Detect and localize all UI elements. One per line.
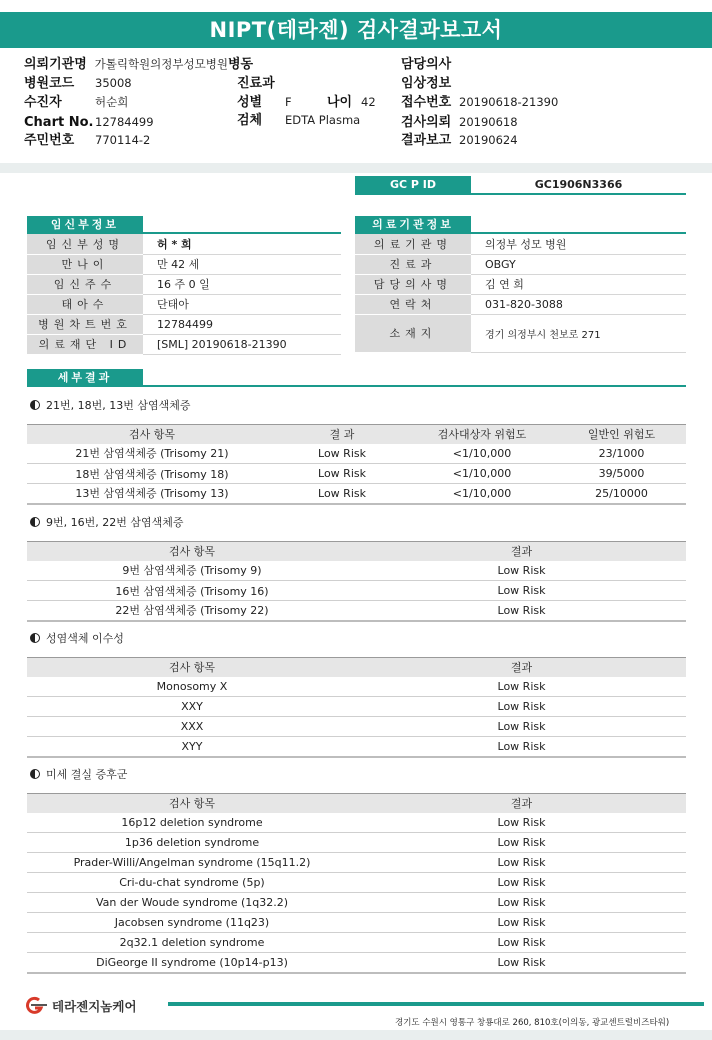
doctor-field: 담당의사 xyxy=(401,57,452,72)
table-cell: Monosomy X xyxy=(27,677,357,697)
table-cell: 16번 삼염색체증 (Trisomy 16) xyxy=(27,581,357,601)
table-cell: <1/10,000 xyxy=(407,444,557,464)
section1-table xyxy=(27,424,686,505)
pregnant-info-tab: 임신부정보 xyxy=(27,216,143,234)
table-cell: Jacobsen syndrome (11q23) xyxy=(27,913,357,933)
column-header: 결과 xyxy=(357,658,686,677)
logo-text: 테라젠지놈케어 xyxy=(52,999,137,1014)
pregnant-info-row xyxy=(27,254,341,274)
section2-table xyxy=(27,541,686,622)
logo-icon xyxy=(22,996,48,1014)
medical-info-label: 소재지 xyxy=(355,314,471,352)
medical-info-row xyxy=(355,254,686,274)
table-cell: Low Risk xyxy=(357,873,686,893)
section4-heading: 미세 결실 증후군 xyxy=(30,767,127,783)
table-cell: 13번 삼염색체증 (Trisomy 13) xyxy=(27,484,277,504)
age-field: 나이 42 xyxy=(327,95,376,110)
section1-heading: 21번, 18번, 13번 삼염색체증 xyxy=(30,398,190,414)
pregnant-info-label: 병원차트번호 xyxy=(27,314,143,334)
table-cell: Low Risk xyxy=(357,601,686,621)
medical-info-row xyxy=(355,294,686,314)
table-cell: Low Risk xyxy=(357,813,686,833)
receipt-no-field: 접수번호 20190618-21390 xyxy=(401,95,559,110)
column-header: 검사 항목 xyxy=(27,658,357,677)
report-date-field: 결과보고 20190624 xyxy=(401,133,518,148)
gcpid-label: GC P ID xyxy=(355,176,471,193)
table-row xyxy=(27,953,686,973)
table-cell: 1p36 deletion syndrome xyxy=(27,833,357,853)
table-row xyxy=(27,813,686,833)
table-cell: DiGeorge II syndrome (10p14-p13) xyxy=(27,953,357,973)
pregnant-info-row xyxy=(27,234,341,254)
pregnant-info-value: 16 주 0 일 xyxy=(143,274,341,294)
column-header: 결 과 xyxy=(277,425,407,444)
table-cell: 23/1000 xyxy=(557,444,686,464)
table-cell: Low Risk xyxy=(357,893,686,913)
table-cell: XYY xyxy=(27,737,357,757)
table-row xyxy=(27,893,686,913)
column-header: 검사대상자 위험도 xyxy=(407,425,557,444)
medical-info-label: 의료기관명 xyxy=(355,234,471,254)
pregnant-info-row xyxy=(27,294,341,314)
table-row xyxy=(27,601,686,621)
bottom-band xyxy=(0,1030,712,1040)
table-cell: Low Risk xyxy=(357,833,686,853)
table-header-row xyxy=(27,794,686,813)
pregnant-info-row xyxy=(27,334,341,354)
half-circle-icon xyxy=(30,769,40,779)
column-header: 검사 항목 xyxy=(27,794,357,813)
medical-info-label: 진료과 xyxy=(355,254,471,274)
table-cell: Low Risk xyxy=(357,561,686,581)
table-header-row xyxy=(27,658,686,677)
table-row xyxy=(27,737,686,757)
footer-line xyxy=(168,1002,704,1006)
pregnant-info-label: 임신부성명 xyxy=(27,234,143,254)
medical-info-value: OBGY xyxy=(471,254,686,274)
table-cell: 18번 삼염색체증 (Trisomy 18) xyxy=(27,464,277,484)
pregnant-info-value: 12784499 xyxy=(143,314,341,334)
table-row xyxy=(27,913,686,933)
column-header: 일반인 위험도 xyxy=(557,425,686,444)
table-row xyxy=(27,873,686,893)
sex-field: 성별 F xyxy=(237,95,292,110)
table-cell: Low Risk xyxy=(357,953,686,973)
details-tab: 세부결과 xyxy=(27,369,143,387)
section4-table xyxy=(27,793,686,974)
table-row xyxy=(27,853,686,873)
column-header: 검사 항목 xyxy=(27,542,357,561)
table-cell: 22번 삼염색체증 (Trisomy 22) xyxy=(27,601,357,621)
table-cell: Low Risk xyxy=(277,464,407,484)
table-cell: XXX xyxy=(27,717,357,737)
table-cell: Low Risk xyxy=(357,697,686,717)
table-row xyxy=(27,833,686,853)
column-header: 결과 xyxy=(357,794,686,813)
table-cell: 9번 삼염색체증 (Trisomy 9) xyxy=(27,561,357,581)
medical-info-tab: 의료기관정보 xyxy=(355,216,471,234)
section3-heading: 성염색체 이수성 xyxy=(30,631,124,647)
table-row xyxy=(27,677,686,697)
half-circle-icon xyxy=(30,517,40,527)
gcpid-bar xyxy=(355,176,686,195)
pregnant-info-label: 만나이 xyxy=(27,254,143,274)
hospital-code-field: 병원코드 35008 xyxy=(24,76,132,91)
table-cell: Low Risk xyxy=(357,677,686,697)
pregnant-info-label: 의료재단 ID xyxy=(27,334,143,354)
patient-field: 수진자 허순희 xyxy=(24,95,129,110)
table-cell: 2q32.1 deletion syndrome xyxy=(27,933,357,953)
table-cell: Low Risk xyxy=(357,853,686,873)
table-cell: Low Risk xyxy=(357,933,686,953)
table-row xyxy=(27,581,686,601)
table-cell: 16p12 deletion syndrome xyxy=(27,813,357,833)
table-row xyxy=(27,697,686,717)
pregnant-info-label: 태아수 xyxy=(27,294,143,314)
table-cell: XXY xyxy=(27,697,357,717)
pregnant-info-row xyxy=(27,274,341,294)
table-row xyxy=(27,444,686,464)
medical-info-row xyxy=(355,314,686,352)
column-header: 검사 항목 xyxy=(27,425,277,444)
report-title: NIPT(테라젠) 검사결과보고서 xyxy=(0,12,712,48)
pregnant-info-value: 단태아 xyxy=(143,294,341,314)
table-cell: 21번 삼염색체증 (Trisomy 21) xyxy=(27,444,277,464)
table-row xyxy=(27,561,686,581)
pregnant-info-value: [SML] 20190618-21390 xyxy=(143,334,341,354)
gcpid-value: GC1906N3366 xyxy=(534,178,623,191)
table-cell: Cri-du-chat syndrome (5p) xyxy=(27,873,357,893)
medical-info-value: 경기 의정부시 천보로 271 xyxy=(471,314,686,352)
section2-heading: 9번, 16번, 22번 삼염색체증 xyxy=(30,515,183,531)
table-row xyxy=(27,933,686,953)
table-row xyxy=(27,717,686,737)
table-cell: Low Risk xyxy=(277,484,407,504)
table-cell: <1/10,000 xyxy=(407,464,557,484)
column-header: 결과 xyxy=(357,542,686,561)
pregnant-info-label: 임신주수 xyxy=(27,274,143,294)
resident-no-field: 주민번호 770114-2 xyxy=(24,133,151,148)
pregnant-info-row xyxy=(27,314,341,334)
footer-address: 경기도 수원시 영통구 창룡대로 260, 810호(이의동, 광교센트럴비즈타워) xyxy=(395,1018,670,1028)
table-cell: Low Risk xyxy=(357,581,686,601)
report-header xyxy=(0,48,712,166)
pregnant-info-value: 허 * 희 xyxy=(143,234,341,254)
institution-field: 의뢰기관명 가톨릭학원의정부성모병원병동 xyxy=(24,57,254,72)
pregnant-info-table xyxy=(27,234,341,355)
details-line xyxy=(27,385,686,387)
table-cell: Low Risk xyxy=(357,913,686,933)
table-cell: <1/10,000 xyxy=(407,484,557,504)
clinical-info-field: 임상정보 xyxy=(401,76,452,91)
table-row xyxy=(27,484,686,504)
medical-info-table xyxy=(355,234,686,353)
section3-table xyxy=(27,657,686,758)
pregnant-info-value: 만 42 세 xyxy=(143,254,341,274)
table-header-row xyxy=(27,542,686,561)
table-cell: Prader-Willi/Angelman syndrome (15q11.2) xyxy=(27,853,357,873)
medical-info-value: 031-820-3088 xyxy=(471,294,686,314)
half-circle-icon xyxy=(30,633,40,643)
table-cell: 39/5000 xyxy=(557,464,686,484)
medical-info-row xyxy=(355,234,686,254)
table-header-row xyxy=(27,425,686,444)
medical-info-value: 의정부 성모 병원 xyxy=(471,234,686,254)
table-cell: Low Risk xyxy=(357,737,686,757)
header-separator xyxy=(0,163,712,173)
table-row xyxy=(27,464,686,484)
medical-info-value: 김 연 희 xyxy=(471,274,686,294)
medical-info-label: 연락처 xyxy=(355,294,471,314)
specimen-field: 검체 EDTA Plasma xyxy=(237,113,361,128)
medical-info-row xyxy=(355,274,686,294)
table-cell: Low Risk xyxy=(277,444,407,464)
table-cell: Van der Woude syndrome (1q32.2) xyxy=(27,893,357,913)
medical-info-label: 담당의사명 xyxy=(355,274,471,294)
half-circle-icon xyxy=(30,400,40,410)
department-field: 진료과 xyxy=(237,76,275,91)
chart-no-field: Chart No. 12784499 xyxy=(24,115,154,130)
test-request-field: 검사의뢰 20190618 xyxy=(401,115,518,130)
table-cell: 25/10000 xyxy=(557,484,686,504)
table-cell: Low Risk xyxy=(357,717,686,737)
